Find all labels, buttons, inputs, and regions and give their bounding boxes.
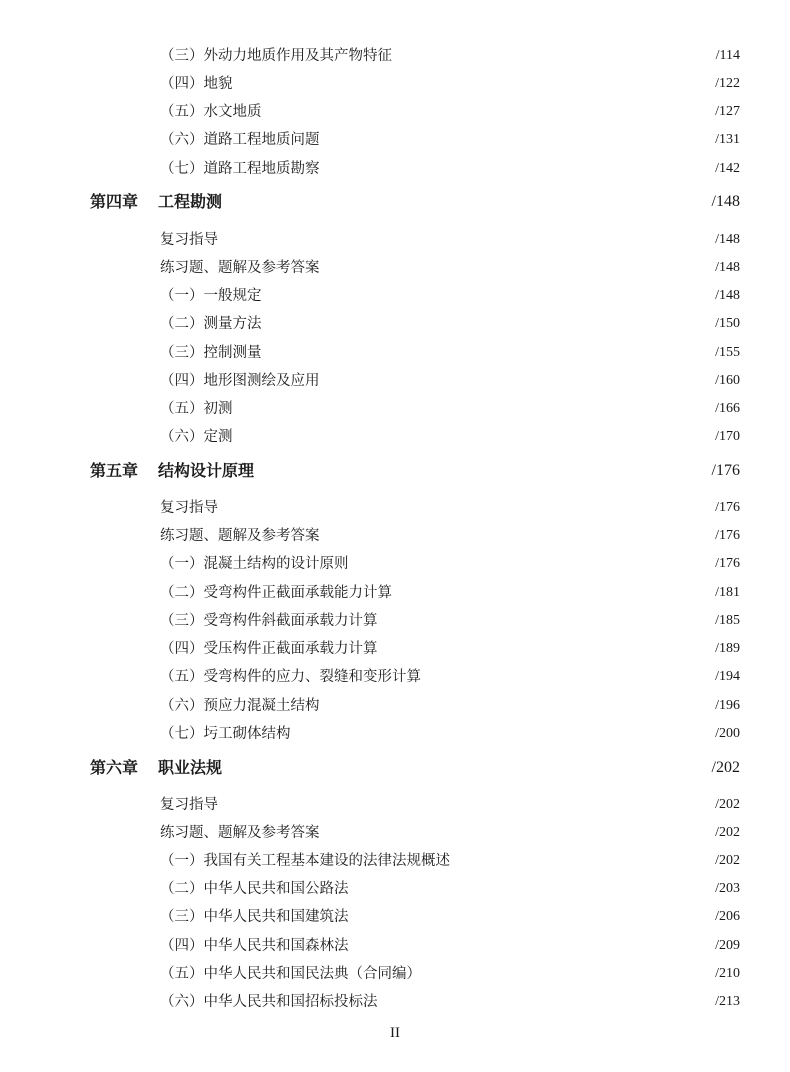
toc-entry-title: （三）中华人民共和国建筑法 <box>160 909 349 925</box>
toc-entry-title: （二）中华人民共和国公路法 <box>160 881 349 897</box>
chapter-title: 工程勘测 <box>158 192 223 211</box>
toc-entry-page: /196 <box>715 698 740 713</box>
toc-entry-page: /127 <box>715 104 740 119</box>
toc-entry-page: /203 <box>715 881 740 896</box>
toc-entry-title: （四）地形图测绘及应用 <box>160 373 320 389</box>
toc-entry-page: /114 <box>715 48 740 63</box>
toc-entry-page: /122 <box>715 76 740 91</box>
toc-entry-title: （一）一般规定 <box>160 288 262 304</box>
toc-entry-page: /202 <box>715 853 740 868</box>
toc-entry-page: /176 <box>715 556 740 571</box>
toc-entry-title: （二）测量方法 <box>160 316 262 332</box>
chapter-page: /176 <box>711 462 740 479</box>
toc-entry[interactable] <box>160 962 740 986</box>
toc-entry-title: （五）中华人民共和国民法典（合同编） <box>160 966 421 982</box>
toc-entry-page: /181 <box>715 585 740 600</box>
toc-entry[interactable] <box>160 524 740 548</box>
toc-entry-title: （四）中华人民共和国森林法 <box>160 938 349 954</box>
toc-entry[interactable] <box>160 990 740 1014</box>
toc-entry[interactable] <box>160 934 740 958</box>
toc-entry[interactable] <box>160 312 740 336</box>
toc-entry-title: （五）受弯构件的应力、裂缝和变形计算 <box>160 669 421 685</box>
toc-entry[interactable] <box>160 637 740 661</box>
toc-entry-page: /150 <box>715 316 740 331</box>
toc-entry-page: /206 <box>715 909 740 924</box>
toc-entry-title: （六）中华人民共和国招标投标法 <box>160 994 378 1010</box>
toc-entry[interactable] <box>160 72 740 96</box>
toc-entry-title: （五）水文地质 <box>160 104 262 120</box>
toc-chapter-heading[interactable] <box>90 756 740 780</box>
toc-entry-title: （一）我国有关工程基本建设的法律法规概述 <box>160 853 450 869</box>
toc-entry-title: （三）受弯构件斜截面承载力计算 <box>160 613 378 629</box>
toc-entry-page: /210 <box>715 966 740 981</box>
toc-entry[interactable] <box>160 100 740 124</box>
toc-entry-title: （四）受压构件正截面承载力计算 <box>160 641 378 657</box>
toc-entry-page: /142 <box>715 161 740 176</box>
toc-entry-title: （三）控制测量 <box>160 345 262 361</box>
toc-entry-page: /148 <box>715 232 740 247</box>
toc-chapter-heading[interactable] <box>90 459 740 483</box>
toc-entry-title: 复习指导 <box>160 797 218 813</box>
toc-entry[interactable] <box>160 341 740 365</box>
toc-entry-title: （三）外动力地质作用及其产物特征 <box>160 48 392 64</box>
toc-entry-page: /213 <box>715 994 740 1009</box>
toc-entry[interactable] <box>160 284 740 308</box>
toc-entry-title: （一）混凝土结构的设计原则 <box>160 556 349 572</box>
toc-entry-page: /166 <box>715 401 740 416</box>
toc-entry-page: /185 <box>715 613 740 628</box>
toc-entry[interactable] <box>160 256 740 280</box>
chapter-number: 第五章 <box>90 461 139 480</box>
toc-entry[interactable] <box>160 369 740 393</box>
toc-entry[interactable] <box>160 849 740 873</box>
toc-entry-title: 复习指导 <box>160 500 218 516</box>
toc-entry[interactable] <box>160 722 740 746</box>
toc-entry-page: /148 <box>715 260 740 275</box>
toc-entry-page: /170 <box>715 429 740 444</box>
toc-entry[interactable] <box>160 228 740 252</box>
toc-entry-page: /176 <box>715 528 740 543</box>
toc-entry[interactable] <box>160 905 740 929</box>
toc-entry[interactable] <box>160 157 740 181</box>
toc-entry-page: /189 <box>715 641 740 656</box>
chapter-page: /148 <box>711 193 740 210</box>
toc-entry[interactable] <box>160 821 740 845</box>
toc-entry-page: /148 <box>715 288 740 303</box>
chapter-page: /202 <box>711 759 740 776</box>
toc-entry-page: /194 <box>715 669 740 684</box>
toc-entry-page: /176 <box>715 500 740 515</box>
toc-entry-page: /202 <box>715 825 740 840</box>
toc-entry-title: （六）预应力混凝土结构 <box>160 698 320 714</box>
toc-entry-page: /202 <box>715 797 740 812</box>
toc-entry[interactable] <box>160 425 740 449</box>
toc-entry[interactable] <box>160 793 740 817</box>
chapter-number: 第四章 <box>90 192 139 211</box>
toc-entry[interactable] <box>160 694 740 718</box>
toc-entry-title: （二）受弯构件正截面承载能力计算 <box>160 585 392 601</box>
chapter-title: 结构设计原理 <box>158 461 255 480</box>
toc-entry[interactable] <box>160 128 740 152</box>
toc-entry-title: 练习题、题解及参考答案 <box>160 260 320 276</box>
toc-entry-title: 练习题、题解及参考答案 <box>160 825 320 841</box>
toc-entry-title: （四）地貌 <box>160 76 233 92</box>
toc-chapter-heading[interactable] <box>90 190 740 214</box>
toc-entry-title: 复习指导 <box>160 232 218 248</box>
toc-entry[interactable] <box>160 397 740 421</box>
toc-entry-page: /155 <box>715 345 740 360</box>
toc-entry-page: /200 <box>715 726 740 741</box>
chapter-number: 第六章 <box>90 758 139 777</box>
toc-entry[interactable] <box>160 552 740 576</box>
toc-entry-title: （七）圬工砌体结构 <box>160 726 291 742</box>
toc-entry-page: /160 <box>715 373 740 388</box>
toc-entry-page: /209 <box>715 938 740 953</box>
toc-entry-page: /131 <box>715 132 740 147</box>
toc-entry-title: （六）定测 <box>160 429 233 445</box>
toc-entry-title: （六）道路工程地质问题 <box>160 132 320 148</box>
page-number: II <box>390 1025 400 1041</box>
toc-entry-title: （七）道路工程地质勘察 <box>160 161 320 177</box>
toc-entry[interactable] <box>160 877 740 901</box>
toc-entry-title: （五）初测 <box>160 401 233 417</box>
toc-entry[interactable] <box>160 665 740 689</box>
toc-entry-title: 练习题、题解及参考答案 <box>160 528 320 544</box>
toc-entry[interactable] <box>160 44 740 68</box>
toc-entry[interactable] <box>160 581 740 605</box>
toc-entry[interactable] <box>160 496 740 520</box>
toc-entry[interactable] <box>160 609 740 633</box>
chapter-title: 职业法规 <box>158 758 223 777</box>
